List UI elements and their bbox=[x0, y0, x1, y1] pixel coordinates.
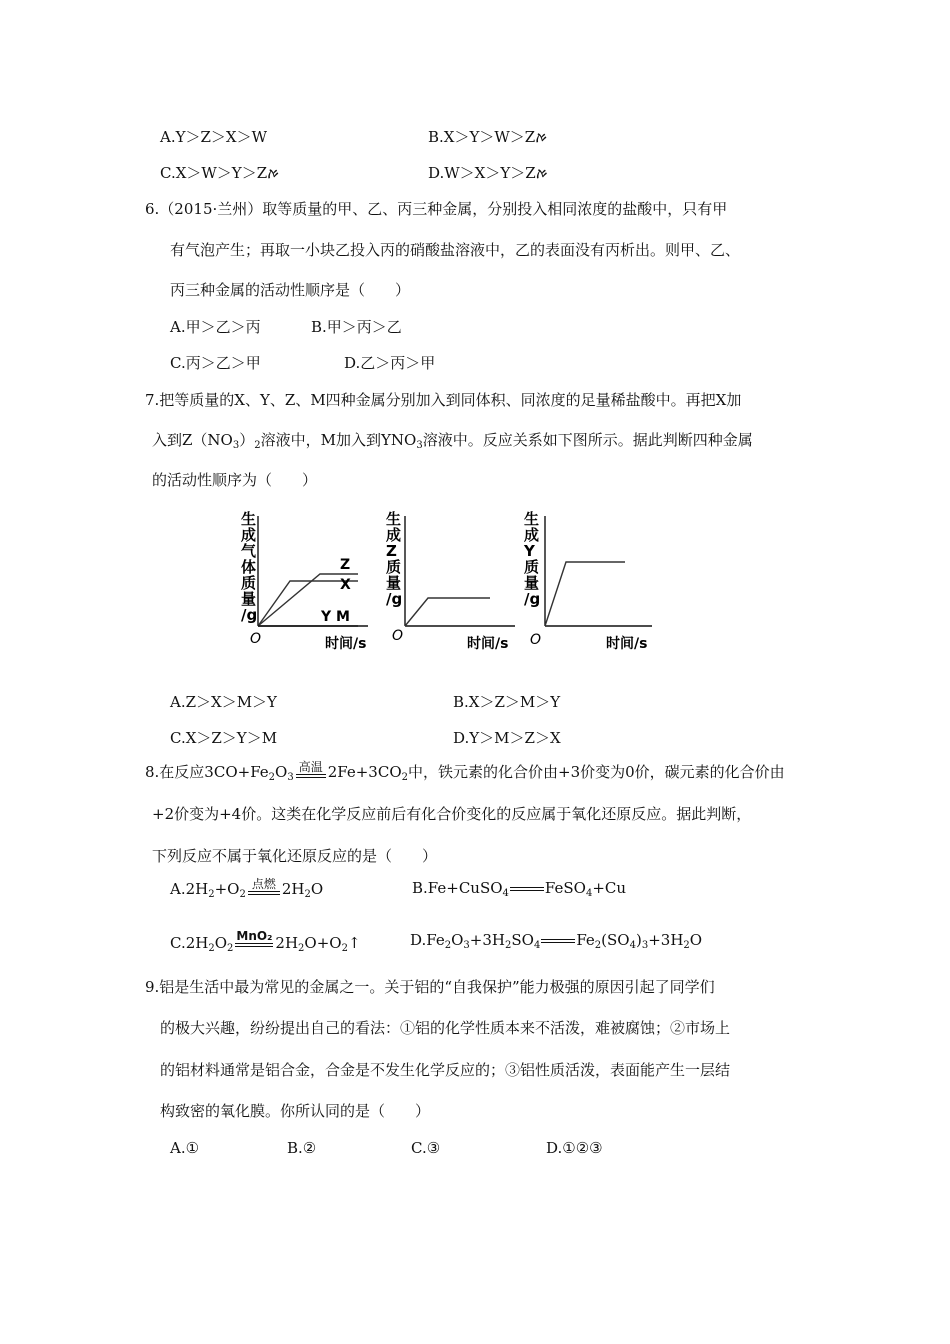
y-axis-label-char: 质 bbox=[524, 558, 540, 576]
q8-text-part: 中，铁元素的化合价由+3价变为0价，碳元素的化合价由 bbox=[408, 763, 785, 781]
series-label-x: X bbox=[340, 577, 351, 593]
y-axis-label bbox=[523, 510, 540, 608]
q9-stem-line3: 的铝材料通常是铝合金，合金是不发生化学反应的；③铝性质活泼，表面能产生一层结 bbox=[160, 1061, 731, 1079]
reaction-condition bbox=[296, 761, 326, 778]
graph-gas-mass bbox=[241, 510, 368, 652]
origin-label: O bbox=[250, 631, 262, 647]
q8-text-part: 2Fe+3CO bbox=[327, 763, 402, 781]
q6-stem-line2: 有气泡产生；再取一小块乙投入丙的硝酸盐溶液中，乙的表面没有丙析出。则甲、乙、 bbox=[170, 241, 741, 259]
q5-option-d bbox=[428, 163, 548, 185]
condition-label: 点燃 bbox=[251, 877, 276, 891]
condition-label: 高温 bbox=[298, 760, 323, 774]
q8-text-part: 8.在反应3CO+Fe bbox=[145, 763, 269, 781]
subscript: 2 bbox=[401, 772, 409, 783]
subscript: 2 bbox=[239, 889, 246, 900]
y-axis-label bbox=[241, 510, 257, 624]
y-axis-label-char: /g bbox=[386, 590, 403, 608]
subscript: 4 bbox=[585, 888, 593, 899]
series-label-ym: Y M bbox=[321, 609, 350, 625]
q8-option-a bbox=[170, 878, 323, 899]
q5-option-a: A.Y＞Z＞X＞W bbox=[160, 128, 268, 146]
origin-label: O bbox=[530, 632, 542, 648]
q9-stem-line2: 的极大兴趣，纷纷提出自己的看法：①铝的化学性质本来不活泼，难被腐蚀；②市场上 bbox=[160, 1019, 731, 1037]
formula-part: O bbox=[689, 931, 703, 949]
q8-option-d bbox=[410, 930, 702, 950]
subscript: 4 bbox=[629, 940, 636, 951]
q7-stem-line3: 的活动性顺序为（ ） bbox=[152, 471, 318, 489]
q5-option-b bbox=[428, 127, 547, 149]
q6-option-b: B.甲＞丙＞乙 bbox=[311, 318, 402, 336]
q8-text-part: O bbox=[275, 763, 288, 781]
y-axis-label-char: 气 bbox=[241, 542, 257, 560]
subscript: 3 bbox=[232, 440, 240, 451]
y-axis-label-char: 成 bbox=[524, 526, 540, 544]
q5-option-c-text: C.X＞W＞Y＞Z bbox=[160, 164, 268, 182]
subscript: 4 bbox=[533, 940, 541, 951]
q6-option-d: D.乙＞丙＞甲 bbox=[344, 354, 436, 372]
q8-stem-line3: 下列反应不属于氧化还原反应的是（ ） bbox=[152, 847, 438, 865]
q7-option-c: C.X＞Z＞Y＞M bbox=[170, 729, 278, 747]
scribble-icon: ࠀ bbox=[267, 167, 280, 182]
subscript: 2 bbox=[683, 940, 690, 951]
y-axis-label-char: 体 bbox=[241, 558, 257, 576]
formula-part: A.2H bbox=[170, 880, 209, 898]
subscript: 2 bbox=[227, 943, 234, 954]
y-axis-label-char: 生 bbox=[386, 510, 402, 528]
origin-label: O bbox=[392, 628, 404, 644]
equals-sign bbox=[541, 939, 575, 943]
reaction-graphs bbox=[0, 506, 950, 666]
q7-text-part: ） bbox=[239, 431, 255, 449]
y-axis-label-char: /g bbox=[241, 606, 258, 624]
formula-part: C.2H bbox=[170, 934, 209, 952]
formula-part: B.Fe+CuSO bbox=[412, 879, 503, 897]
q8-option-c bbox=[170, 930, 361, 953]
formula-part: (SO bbox=[601, 931, 630, 949]
subscript: 2 bbox=[268, 772, 276, 783]
subscript: 3 bbox=[416, 440, 423, 451]
y-axis-label-char: 成 bbox=[241, 526, 257, 544]
equals-sign bbox=[296, 774, 326, 778]
subscript: 2 bbox=[505, 940, 512, 951]
series-label-z: Z bbox=[340, 557, 351, 573]
q7-stem-line2 bbox=[152, 430, 753, 450]
y-axis-label-char: 量 bbox=[386, 574, 402, 592]
x-axis-label: 时间/s bbox=[606, 636, 648, 652]
subscript: 2 bbox=[254, 440, 261, 451]
x-axis-label: 时间/s bbox=[325, 636, 367, 652]
q7-stem-line1: 7.把等质量的X、Y、Z、M四种金属分别加入到同体积、同浓度的足量稀盐酸中。再把X加 bbox=[145, 391, 742, 409]
q9-option-a: A.① bbox=[170, 1139, 200, 1157]
subscript: 4 bbox=[502, 888, 509, 899]
formula-part: D.Fe bbox=[410, 931, 445, 949]
q8-stem-line2: +2价变为+4价。这类在化学反应前后有化合价变化的反应属于氧化还原反应。据此判断， bbox=[152, 805, 752, 823]
formula-part: +3H bbox=[648, 931, 684, 949]
subscript: 2 bbox=[304, 889, 311, 900]
subscript: 3 bbox=[641, 940, 649, 951]
scribble-icon: ࠀ bbox=[535, 167, 548, 182]
y-axis-label-char: 成 bbox=[386, 526, 402, 544]
formula-part: O bbox=[451, 931, 464, 949]
graph-z-mass bbox=[386, 510, 515, 652]
y-axis-label-char: /g bbox=[524, 590, 541, 608]
q5-option-b-text: B.X＞Y＞W＞Z bbox=[428, 128, 536, 146]
q6-stem-line3: 丙三种金属的活动性顺序是（ ） bbox=[170, 281, 411, 299]
q7-option-b: B.X＞Z＞M＞Y bbox=[453, 693, 561, 711]
curve-z bbox=[405, 598, 490, 626]
q6-option-c: C.丙＞乙＞甲 bbox=[170, 354, 261, 372]
equals-sign bbox=[510, 887, 544, 891]
q9-option-c: C.③ bbox=[411, 1139, 441, 1157]
x-axis-label: 时间/s bbox=[467, 636, 509, 652]
q6-stem-line1: 6.（2015·兰州）取等质量的甲、乙、丙三种金属，分别投入相同浓度的盐酸中，只有甲 bbox=[145, 200, 728, 218]
formula-part: ) bbox=[635, 931, 642, 949]
y-axis-label-char: 量 bbox=[241, 590, 257, 608]
y-axis-label-char: 量 bbox=[524, 574, 540, 592]
q7-text-part: 溶液中。反应关系如下图所示。据此判断四种金属 bbox=[422, 431, 753, 449]
catalyst-label: MnO₂ bbox=[236, 929, 273, 943]
q7-text-part: 溶液中，M加入到YNO bbox=[260, 431, 417, 449]
y-axis-label-char: Z bbox=[386, 542, 397, 560]
formula-part: O bbox=[214, 934, 228, 952]
y-axis-label-char: Y bbox=[524, 542, 535, 560]
subscript: 2 bbox=[444, 940, 452, 951]
q9-option-d: D.①②③ bbox=[546, 1139, 603, 1157]
subscript: 3 bbox=[463, 940, 470, 951]
q9-option-b: B.② bbox=[287, 1139, 317, 1157]
y-axis-label-char: 生 bbox=[524, 510, 540, 528]
reaction-condition bbox=[235, 930, 273, 947]
formula-part: +3H bbox=[469, 931, 505, 949]
equals-sign bbox=[235, 943, 273, 947]
gas-arrow-icon: ↑ bbox=[347, 934, 361, 952]
q9-stem-line4: 构致密的氧化膜。你所认同的是（ ） bbox=[160, 1102, 431, 1120]
formula-part: +Cu bbox=[592, 879, 627, 897]
formula-part: O+O bbox=[304, 934, 342, 952]
y-axis-label-char: 质 bbox=[241, 574, 257, 592]
q9-stem-line1: 9.铝是生活中最为常见的金属之一。关于铝的“自我保护”能力极强的原因引起了同学们 bbox=[145, 978, 715, 996]
q6-option-a: A.甲＞乙＞丙 bbox=[170, 318, 261, 336]
subscript: 2 bbox=[594, 940, 602, 951]
subscript: 2 bbox=[208, 889, 215, 900]
q7-option-a: A.Z＞X＞M＞Y bbox=[170, 693, 277, 711]
q7-text-part: 入到Z（NO bbox=[152, 431, 233, 449]
graph-y-mass bbox=[523, 510, 652, 652]
q5-option-d-text: D.W＞X＞Y＞Z bbox=[428, 164, 536, 182]
y-axis-label-char: 生 bbox=[241, 510, 257, 528]
q8-stem-line1 bbox=[145, 761, 785, 782]
q8-option-b bbox=[412, 878, 626, 898]
subscript: 2 bbox=[341, 943, 348, 954]
y-axis-label-char: 质 bbox=[386, 558, 402, 576]
subscript: 3 bbox=[287, 772, 294, 783]
formula-part: O bbox=[310, 880, 324, 898]
formula-part: 2H bbox=[281, 880, 305, 898]
scribble-icon: ࠀ bbox=[535, 131, 548, 146]
q5-option-c bbox=[160, 163, 279, 185]
formula-part: +O bbox=[214, 880, 240, 898]
equals-sign bbox=[248, 891, 280, 895]
reaction-condition bbox=[248, 878, 280, 895]
curve-y bbox=[545, 562, 625, 626]
formula-part: FeSO bbox=[544, 879, 586, 897]
q7-option-d: D.Y＞M＞Z＞X bbox=[453, 729, 561, 747]
formula-part: Fe bbox=[576, 931, 595, 949]
subscript: 2 bbox=[208, 943, 215, 954]
formula-part: 2H bbox=[275, 934, 299, 952]
y-axis-label bbox=[386, 510, 402, 608]
formula-part: SO bbox=[511, 931, 534, 949]
subscript: 2 bbox=[298, 943, 305, 954]
